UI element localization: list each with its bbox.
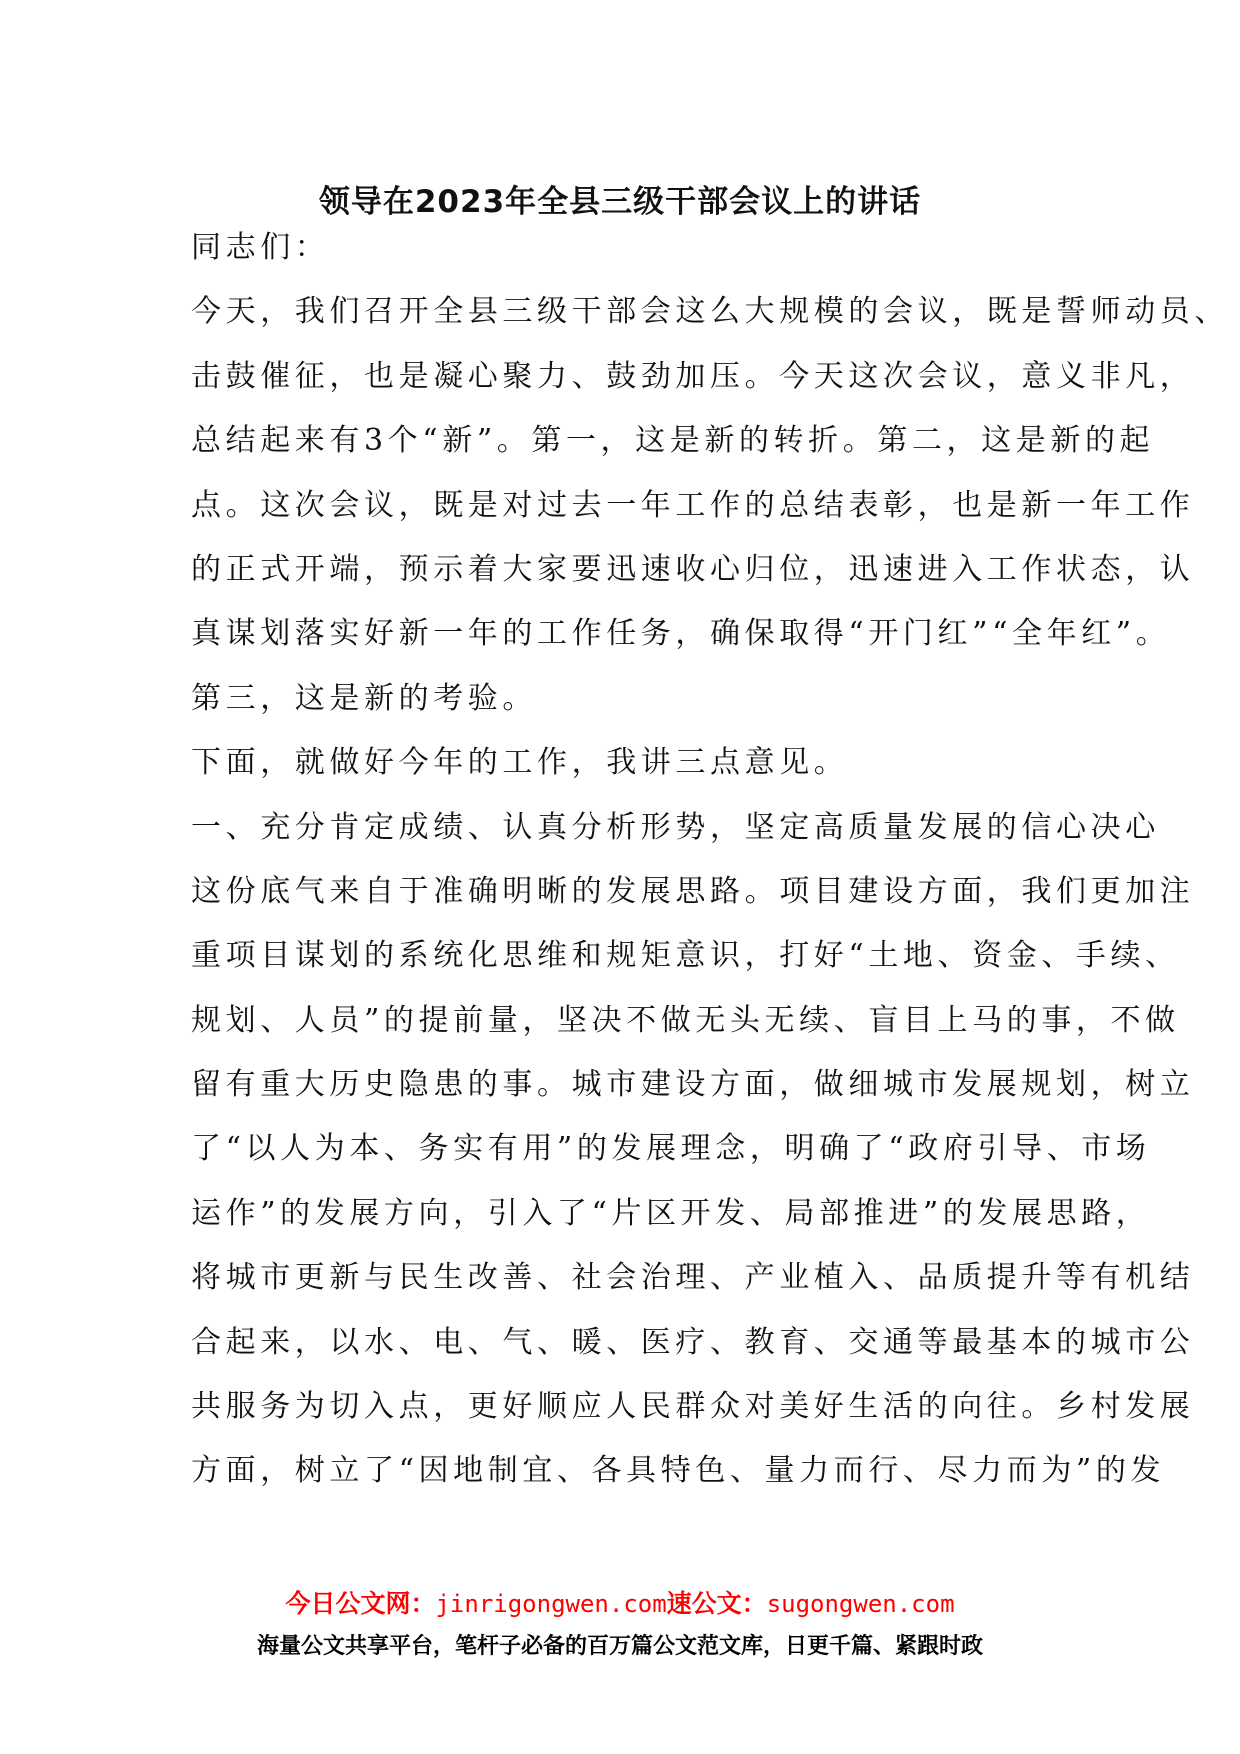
text-line: 了“以人为本、务实有用”的发展理念，明确了“政府引导、市场 <box>191 1131 1151 1167</box>
site2-name: 速公文： <box>666 1589 767 1618</box>
section-heading: 一、充分肯定成绩、认真分析形势，坚定高质量发展的信心决心 <box>191 809 1160 845</box>
text-line: 击鼓催征，也是凝心聚力、鼓劲加压。今天这次会议，意义非凡， <box>191 358 1195 394</box>
text-line: 真谋划落实好新一年的工作任务，确保取得“开门红”“全年红”。 <box>191 616 1171 652</box>
text-line: 将城市更新与民生改善、社会治理、产业植入、品质提升等有机结 <box>191 1260 1195 1296</box>
text-line: 合起来，以水、电、气、暖、医疗、教育、交通等最基本的城市公 <box>191 1324 1195 1360</box>
text-line: 规划、人员”的提前量，坚决不做无头无续、盲目上马的事，不做 <box>191 1002 1180 1038</box>
text-line: 总结起来有3个“新”。第一，这是新的转折。第二，这是新的起 <box>191 423 1155 459</box>
page-title: 领导在2023年全县三级干部会议上的讲话 <box>318 184 922 220</box>
text-line: 留有重大历史隐患的事。城市建设方面，做细城市发展规划，树立 <box>191 1067 1195 1103</box>
text-line: 同志们： <box>191 230 330 265</box>
text-line: 的正式开端，预示着大家要迅速收心归位，迅速进入工作状态，认 <box>191 551 1195 587</box>
text-line: 下面，就做好今年的工作，我讲三点意见。 <box>191 745 849 781</box>
document-body <box>191 216 1229 1504</box>
text-line: 第三，这是新的考验。 <box>191 680 537 716</box>
text-line: 点。这次会议，既是对过去一年工作的总结表彰，也是新一年工作 <box>191 487 1195 523</box>
site2-link[interactable]: sugongwen.com <box>766 1590 955 1618</box>
footer-sites <box>0 1587 1240 1621</box>
text-line: 这份底气来自于准确明晰的发展思路。项目建设方面，我们更加注 <box>191 873 1195 909</box>
footer-slogan: 海量公文共享平台，笔杆子必备的百万篇公文范文库，日更千篇、紧跟时政 <box>256 1634 983 1659</box>
text-line: 共服务为切入点，更好顺应人民群众对美好生活的向往。乡村发展 <box>191 1389 1195 1425</box>
text-line: 重项目谋划的系统化思维和规矩意识，打好“土地、资金、手续、 <box>191 938 1180 974</box>
site1-name: 今日公文网： <box>285 1589 436 1618</box>
text-line: 今天，我们召开全县三级干部会这么大规模的会议，既是誓师动员、 <box>191 294 1229 330</box>
site1-link[interactable]: jinrigongwen.com <box>435 1590 667 1618</box>
footer <box>0 1587 1240 1663</box>
text-line: 方面，树立了“因地制宜、各具特色、量力而行、尽力而为”的发 <box>191 1453 1166 1489</box>
text-line: 运作”的发展方向，引入了“片区开发、局部推进”的发展思路， <box>191 1195 1151 1231</box>
